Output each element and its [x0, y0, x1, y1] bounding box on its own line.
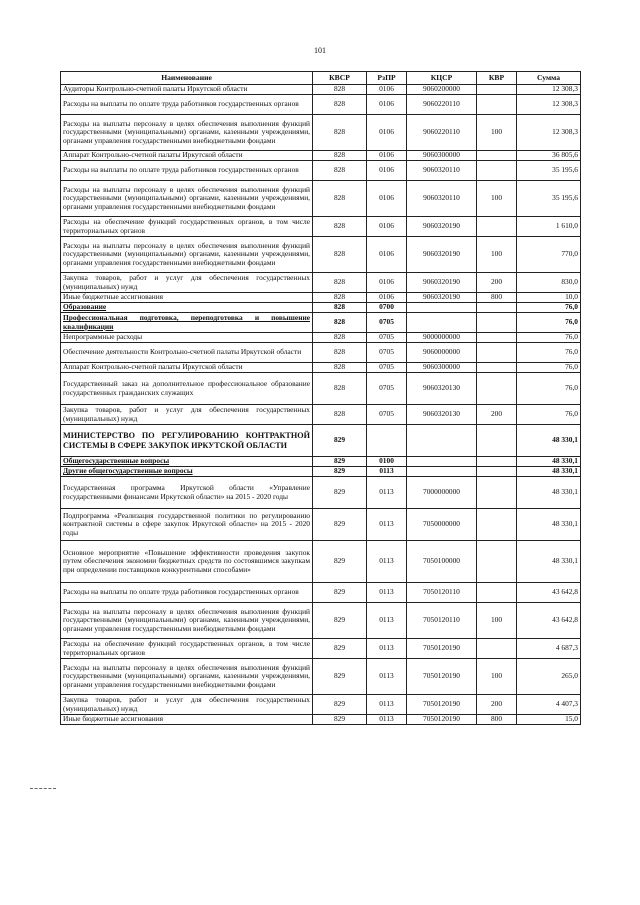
row-kcsr-cell: 9060320190 — [407, 293, 477, 303]
table-row — [61, 695, 581, 715]
row-kcsr-cell: 7050120110 — [407, 603, 477, 639]
row-kvsr-cell: 828 — [313, 115, 367, 151]
row-rzpr-cell: 0106 — [367, 293, 407, 303]
row-kcsr-cell: 9060300000 — [407, 363, 477, 373]
row-kvsr-cell: 828 — [313, 343, 367, 363]
row-kvsr-cell: 828 — [313, 303, 367, 313]
row-kvr-cell: 100 — [477, 181, 517, 217]
row-name-cell: Аппарат Контрольно-счетной палаты Иркутской области — [61, 151, 313, 161]
row-kvsr-cell: 828 — [313, 363, 367, 373]
row-kvsr-cell: 829 — [313, 541, 367, 583]
row-rzpr-cell: 0106 — [367, 161, 407, 181]
row-kvr-cell: 100 — [477, 115, 517, 151]
row-sum-cell: 830,0 — [517, 273, 581, 293]
table-row — [61, 583, 581, 603]
row-kcsr-cell: 7050120190 — [407, 715, 477, 725]
row-name-cell: Закупка товаров, работ и услуг для обеспечения государственных (муниципальных) нужд — [61, 695, 313, 715]
row-sum-cell: 48 330,1 — [517, 467, 581, 477]
row-sum-cell: 76,0 — [517, 373, 581, 405]
row-rzpr-cell: 0705 — [367, 333, 407, 343]
row-name-cell: Расходы на выплаты персоналу в целях обеспечения выполнения функций государственными (муниципальными) органами, казенными учреждениями, органами управления государственными внебюджетными фондами — [61, 115, 313, 151]
row-kcsr-cell — [407, 303, 477, 313]
row-sum-cell: 76,0 — [517, 313, 581, 333]
row-sum-cell: 12 308,3 — [517, 85, 581, 95]
header-name: Наименование — [61, 72, 313, 85]
row-kvr-cell: 800 — [477, 293, 517, 303]
table-row — [61, 181, 581, 217]
row-kcsr-cell: 7050120190 — [407, 659, 477, 695]
row-kvsr-cell: 828 — [313, 333, 367, 343]
table-row — [61, 333, 581, 343]
row-name-cell: Расходы на выплаты персоналу в целях обеспечения выполнения функций государственными (муниципальными) органами, казенными учреждениями, органами управления государственными внебюджетными фондами — [61, 659, 313, 695]
row-kvr-cell — [477, 477, 517, 509]
row-name-cell: Государственный заказ на дополнительное профессиональное образование государственных гражданских служащих — [61, 373, 313, 405]
table-row — [61, 541, 581, 583]
table-row — [61, 303, 581, 313]
row-rzpr-cell: 0113 — [367, 639, 407, 659]
row-kvsr-cell: 829 — [313, 457, 367, 467]
row-kcsr-cell: 9060220110 — [407, 115, 477, 151]
row-sum-cell: 76,0 — [517, 343, 581, 363]
row-kvr-cell — [477, 333, 517, 343]
table-row — [61, 603, 581, 639]
row-name-cell: Расходы на обеспечение функций государственных органов, в том числе территориальных органов — [61, 639, 313, 659]
row-kvsr-cell: 828 — [313, 95, 367, 115]
row-name-cell: Аудиторы Контрольно-счетной палаты Иркутской области — [61, 85, 313, 95]
row-sum-cell: 76,0 — [517, 333, 581, 343]
row-kvr-cell — [477, 363, 517, 373]
row-sum-cell: 48 330,1 — [517, 425, 581, 457]
row-kcsr-cell — [407, 425, 477, 457]
row-name-cell: Обеспечение деятельности Контрольно-счетной палаты Иркутской области — [61, 343, 313, 363]
table-row — [61, 509, 581, 541]
row-kvsr-cell: 828 — [313, 237, 367, 273]
row-sum-cell: 76,0 — [517, 303, 581, 313]
row-kvsr-cell: 829 — [313, 715, 367, 725]
row-name-cell: Другие общегосударственные вопросы — [61, 467, 313, 477]
table-row — [61, 343, 581, 363]
page-number: 101 — [314, 46, 326, 55]
row-kcsr-cell: 9060000000 — [407, 343, 477, 363]
table-row — [61, 85, 581, 95]
table-row — [61, 151, 581, 161]
header-kvsr: КВСР — [313, 72, 367, 85]
table-row — [61, 405, 581, 425]
row-kvr-cell — [477, 509, 517, 541]
row-name-cell: Непрограммные расходы — [61, 333, 313, 343]
table-row — [61, 659, 581, 695]
row-kcsr-cell: 9060200000 — [407, 85, 477, 95]
table-row — [61, 477, 581, 509]
table-row — [61, 373, 581, 405]
row-kvr-cell: 200 — [477, 273, 517, 293]
table-row — [61, 457, 581, 467]
row-rzpr-cell: 0113 — [367, 477, 407, 509]
row-sum-cell: 12 308,3 — [517, 95, 581, 115]
row-rzpr-cell: 0705 — [367, 405, 407, 425]
row-sum-cell: 12 308,3 — [517, 115, 581, 151]
row-name-cell: Расходы на выплаты по оплате труда работников государственных органов — [61, 583, 313, 603]
row-rzpr-cell: 0705 — [367, 343, 407, 363]
row-sum-cell: 48 330,1 — [517, 509, 581, 541]
row-name-cell: Расходы на выплаты персоналу в целях обеспечения выполнения функций государственными (муниципальными) органами, казенными учреждениями, органами управления государственными внебюджетными фондами — [61, 603, 313, 639]
row-rzpr-cell: 0106 — [367, 85, 407, 95]
row-sum-cell: 36 805,6 — [517, 151, 581, 161]
row-sum-cell: 35 195,6 — [517, 181, 581, 217]
row-kcsr-cell: 9060320190 — [407, 273, 477, 293]
row-name-cell: МИНИСТЕРСТВО ПО РЕГУЛИРОВАНИЮ КОНТРАКТНОЙ СИСТЕМЫ В СФЕРЕ ЗАКУПОК ИРКУТСКОЙ ОБЛАСТИ — [61, 425, 313, 457]
row-rzpr-cell: 0700 — [367, 303, 407, 313]
row-rzpr-cell: 0113 — [367, 509, 407, 541]
row-kvsr-cell: 828 — [313, 313, 367, 333]
row-kvr-cell — [477, 161, 517, 181]
row-kvr-cell — [477, 313, 517, 333]
row-sum-cell: 35 195,6 — [517, 161, 581, 181]
header-sum: Сумма — [517, 72, 581, 85]
row-sum-cell: 48 330,1 — [517, 477, 581, 509]
row-rzpr-cell: 0106 — [367, 273, 407, 293]
row-sum-cell: 770,0 — [517, 237, 581, 273]
row-kvsr-cell: 829 — [313, 509, 367, 541]
row-name-cell: Профессиональная подготовка, переподготовка и повышение квалификации — [61, 313, 313, 333]
row-name-cell: Основное мероприятие «Повышение эффективности проведения закупок путем обеспечения экономии бюджетных средств по состоявшимся закупкам при определении поставщиков конкурентными способами» — [61, 541, 313, 583]
row-name-cell: Расходы на обеспечение функций государственных органов, в том числе территориальных органов — [61, 217, 313, 237]
header-kvr: КВР — [477, 72, 517, 85]
row-name-cell: Закупка товаров, работ и услуг для обеспечения государственных (муниципальных) нужд — [61, 405, 313, 425]
row-rzpr-cell: 0113 — [367, 583, 407, 603]
row-kcsr-cell: 7050100000 — [407, 541, 477, 583]
row-kvr-cell: 200 — [477, 695, 517, 715]
row-rzpr-cell: 0705 — [367, 363, 407, 373]
row-kvr-cell — [477, 583, 517, 603]
row-kvr-cell: 100 — [477, 603, 517, 639]
row-sum-cell: 76,0 — [517, 363, 581, 373]
row-sum-cell: 4 687,3 — [517, 639, 581, 659]
row-rzpr-cell: 0106 — [367, 151, 407, 161]
table-header-row — [61, 72, 581, 85]
row-kvr-cell — [477, 467, 517, 477]
row-kvr-cell — [477, 151, 517, 161]
row-rzpr-cell: 0113 — [367, 603, 407, 639]
row-sum-cell: 1 610,0 — [517, 217, 581, 237]
table-row — [61, 293, 581, 303]
row-kvr-cell — [477, 639, 517, 659]
table-row — [61, 715, 581, 725]
row-name-cell: Аппарат Контрольно-счетной палаты Иркутской области — [61, 363, 313, 373]
row-kvsr-cell: 828 — [313, 151, 367, 161]
row-name-cell: Подпрограмма «Реализация государственной политики по регулированию контрактной системы в сфере закупок Иркутской области» на 2015 - 2020 годы — [61, 509, 313, 541]
row-kcsr-cell: 9060320190 — [407, 217, 477, 237]
row-kvr-cell — [477, 343, 517, 363]
table-row — [61, 95, 581, 115]
row-sum-cell: 76,0 — [517, 405, 581, 425]
row-rzpr-cell — [367, 425, 407, 457]
row-rzpr-cell: 0106 — [367, 217, 407, 237]
row-kcsr-cell — [407, 467, 477, 477]
row-sum-cell: 43 642,8 — [517, 583, 581, 603]
row-sum-cell: 4 407,3 — [517, 695, 581, 715]
row-kvsr-cell: 828 — [313, 273, 367, 293]
header-kcsr: КЦСР — [407, 72, 477, 85]
row-kvr-cell — [477, 303, 517, 313]
row-kvsr-cell: 829 — [313, 477, 367, 509]
row-kvsr-cell: 829 — [313, 659, 367, 695]
row-kvsr-cell: 829 — [313, 695, 367, 715]
header-rzpr: РзПР — [367, 72, 407, 85]
row-rzpr-cell: 0106 — [367, 115, 407, 151]
row-name-cell: Расходы на выплаты по оплате труда работников государственных органов — [61, 161, 313, 181]
row-kvr-cell — [477, 85, 517, 95]
row-rzpr-cell: 0113 — [367, 467, 407, 477]
row-kvsr-cell: 828 — [313, 217, 367, 237]
row-kvsr-cell: 828 — [313, 373, 367, 405]
row-kvsr-cell: 829 — [313, 639, 367, 659]
row-kcsr-cell: 9060320110 — [407, 161, 477, 181]
row-name-cell: Расходы на выплаты по оплате труда работников государственных органов — [61, 95, 313, 115]
row-name-cell: Расходы на выплаты персоналу в целях обеспечения выполнения функций государственными (муниципальными) органами, казенными учреждениями, органами управления государственными внебюджетными фондами — [61, 237, 313, 273]
row-kvr-cell — [477, 457, 517, 467]
row-kcsr-cell: 9060300000 — [407, 151, 477, 161]
row-kcsr-cell: 9060320130 — [407, 405, 477, 425]
row-kvsr-cell: 828 — [313, 161, 367, 181]
row-rzpr-cell: 0100 — [367, 457, 407, 467]
budget-table — [60, 71, 581, 725]
row-name-cell: Закупка товаров, работ и услуг для обеспечения государственных (муниципальных) нужд — [61, 273, 313, 293]
table-row — [61, 467, 581, 477]
row-kcsr-cell: 7050120190 — [407, 695, 477, 715]
row-kvr-cell — [477, 95, 517, 115]
row-sum-cell: 48 330,1 — [517, 457, 581, 467]
row-kcsr-cell: 9000000000 — [407, 333, 477, 343]
row-kvr-cell — [477, 425, 517, 457]
row-kvr-cell — [477, 541, 517, 583]
row-kvr-cell — [477, 373, 517, 405]
row-kcsr-cell: 9060320190 — [407, 237, 477, 273]
table-row — [61, 161, 581, 181]
row-name-cell: Расходы на выплаты персоналу в целях обеспечения выполнения функций государственными (муниципальными) органами, казенными учреждениями, органами управления государственными внебюджетными фондами — [61, 181, 313, 217]
row-kvsr-cell: 829 — [313, 583, 367, 603]
table-row — [61, 639, 581, 659]
row-rzpr-cell: 0705 — [367, 373, 407, 405]
row-kvr-cell: 200 — [477, 405, 517, 425]
row-name-cell: Общегосударственные вопросы — [61, 457, 313, 467]
row-sum-cell: 48 330,1 — [517, 541, 581, 583]
table-row — [61, 115, 581, 151]
row-kvsr-cell: 829 — [313, 425, 367, 457]
row-kvsr-cell: 828 — [313, 405, 367, 425]
row-kvr-cell: 100 — [477, 237, 517, 273]
row-kvr-cell — [477, 217, 517, 237]
table-row — [61, 313, 581, 333]
row-kcsr-cell: 7050120110 — [407, 583, 477, 603]
row-name-cell: Иные бюджетные ассигнования — [61, 293, 313, 303]
row-kcsr-cell — [407, 313, 477, 333]
row-rzpr-cell: 0705 — [367, 313, 407, 333]
row-sum-cell: 43 642,8 — [517, 603, 581, 639]
row-kvsr-cell: 828 — [313, 181, 367, 217]
row-rzpr-cell: 0106 — [367, 95, 407, 115]
row-sum-cell: 265,0 — [517, 659, 581, 695]
row-kcsr-cell: 9060320110 — [407, 181, 477, 217]
row-name-cell: Образование — [61, 303, 313, 313]
row-sum-cell: 10,0 — [517, 293, 581, 303]
row-kvsr-cell: 829 — [313, 467, 367, 477]
row-rzpr-cell: 0106 — [367, 181, 407, 217]
row-rzpr-cell: 0113 — [367, 541, 407, 583]
row-kvr-cell: 800 — [477, 715, 517, 725]
row-kcsr-cell: 9060220110 — [407, 95, 477, 115]
row-kcsr-cell — [407, 457, 477, 467]
row-kcsr-cell: 7050120190 — [407, 639, 477, 659]
row-kcsr-cell: 9060320130 — [407, 373, 477, 405]
row-kvsr-cell: 828 — [313, 293, 367, 303]
row-kvsr-cell: 829 — [313, 603, 367, 639]
table-row — [61, 425, 581, 457]
row-kvr-cell: 100 — [477, 659, 517, 695]
row-rzpr-cell: 0113 — [367, 659, 407, 695]
table-row — [61, 273, 581, 293]
row-kcsr-cell: 7050000000 — [407, 509, 477, 541]
row-rzpr-cell: 0113 — [367, 695, 407, 715]
table-row — [61, 237, 581, 273]
row-sum-cell: 15,0 — [517, 715, 581, 725]
row-rzpr-cell: 0106 — [367, 237, 407, 273]
row-kvsr-cell: 828 — [313, 85, 367, 95]
row-rzpr-cell: 0113 — [367, 715, 407, 725]
row-name-cell: Государственная программа Иркутской области «Управление государственными финансами Иркутской области» на 2015 - 2020 годы — [61, 477, 313, 509]
margin-mark — [30, 788, 56, 789]
table-row — [61, 217, 581, 237]
table-row — [61, 363, 581, 373]
row-kcsr-cell: 7000000000 — [407, 477, 477, 509]
row-name-cell: Иные бюджетные ассигнования — [61, 715, 313, 725]
